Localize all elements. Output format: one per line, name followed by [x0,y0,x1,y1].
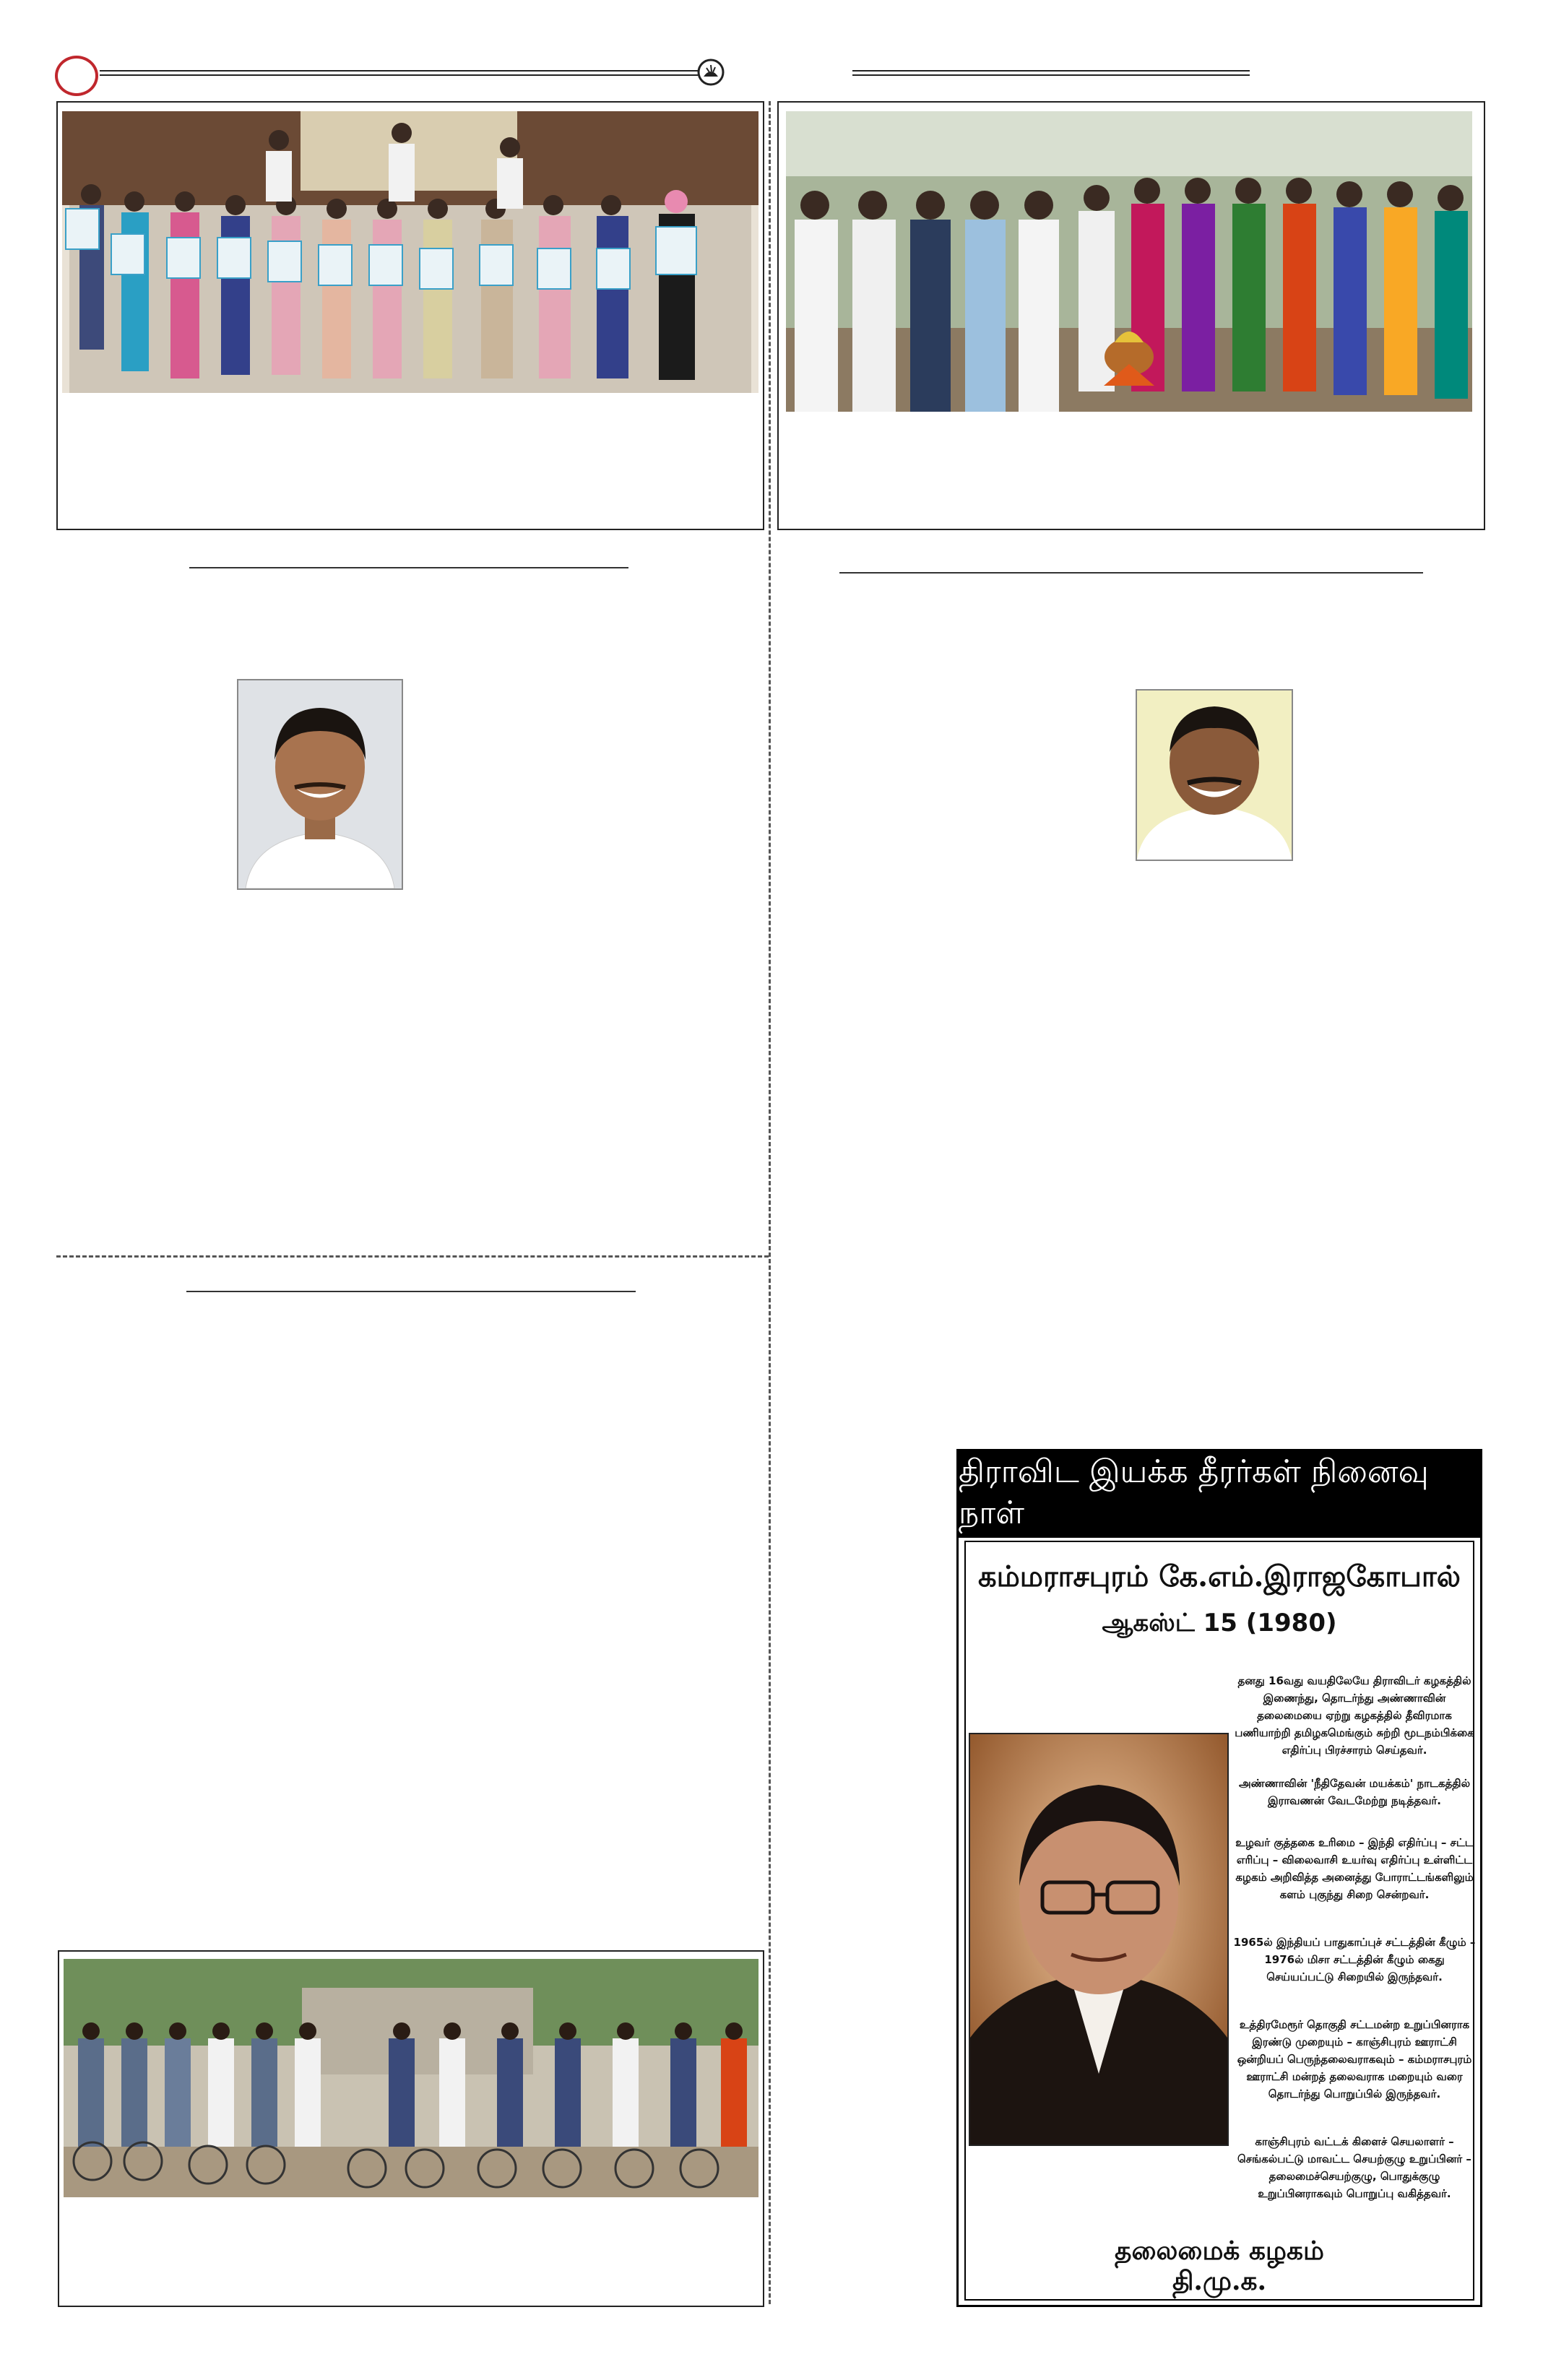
memorial-footer-line1: தலைமைக் கழகம் [1115,2236,1324,2266]
header-circle-ornament [55,56,98,96]
header-double-rule [100,70,699,76]
right-article-1-portrait [1136,689,1293,861]
memorial-bio-paragraph-1: தனது 16வது வயதிலேயே திராவிடர் கழகத்தில் இணைந்து, தொடர்ந்து அண்ணாவின் தலைமையை ஏற்று கழகத்தில் தீவிரமாக பணியாற்றி தமிழகமெங்கும் சுற்றி மூடநம்பிக்கை எதிர்ப்பு பிரச்சாரம் செய்தவர். [1235,1674,1474,1757]
students-certificates-photo [62,111,758,393]
memorial-bio-paragraph-4: 1965ல் இந்தியப் பாதுகாப்புச் சட்டத்தின் கீழும் – 1976ல் மிசா சட்டத்தின் கீழும் கைது செய்யப்பட்டு சிறையில் இருந்தவர். [1233,1936,1476,1983]
rising-sun-emblem-icon [696,58,725,87]
memorial-banner: திராவிட இயக்க தீரர்கள் நினைவு நாள் [959,1451,1480,1538]
memorial-bio-paragraph-5: உத்திரமேரூர் தொகுதி சட்டமன்ற உறுப்பினராக இரண்டு முறையும் – காஞ்சிபுரம் ஊராட்சி ஒன்றியப் பெருந்தலைவராகவும் – கம்மராசபுரம் ஊராட்சி மன்றத் தலைவராக மறையும் வரை தொடர்ந்து பொறுப்பில் இருந்தவர். [1237,2018,1472,2100]
memorial-date: ஆகஸ்ட் 15 (1980) [1102,1609,1337,1637]
memorial-bio-paragraph-3: உழவர் குத்தகை உரிமை – இந்தி எதிர்ப்பு – சட்ட எரிப்பு – விலைவாசி உயர்வு எதிர்ப்பு உள்ளிட்ட கழகம் அறிவித்த அனைத்து போராட்டங்களிலும் களம் புகுந்து சிறை சென்றவர். [1235,1836,1474,1901]
memorial-footer-line2: தி.மு.க. [1172,2266,1267,2296]
pongal-celebration-photo-box [777,101,1485,530]
bicycle-distribution-photo [64,1959,758,2197]
memorial-bio-paragraph-2: அண்ணாவின் 'நீதிதேவன் மயக்கம்' நாடகத்தில் இராவணன் வேடமேற்று நடித்தவர். [1238,1777,1471,1807]
left-article-1-portrait [237,679,403,890]
pongal-celebration-photo [786,111,1472,412]
section-divider-left [56,1255,769,1258]
memorial-person-name: கம்மராசபுரம் கே.எம்.இராஜகோபால் [977,1559,1461,1593]
left-article-2-rule [186,1291,636,1292]
column-divider [769,101,771,2304]
right-article-1-rule [839,572,1423,574]
left-article-1-rule [189,567,628,568]
header-rule-right [852,70,1250,76]
bicycle-distribution-photo-box [58,1950,764,2307]
memorial-bio-paragraph-6: காஞ்சிபுரம் வட்டக் கிளைச் செயலாளர் – செங்கல்பட்டு மாவட்ட செயற்குழு உறுப்பினர் – தலைமைச்செயற்குழு, பொதுக்குழு உறுப்பினராகவும் பொறுப்பு வகித்தவர். [1237,2135,1471,2200]
memorial-portrait [969,1733,1229,2146]
students-certificates-photo-box [56,101,764,530]
memorial-advertisement [956,1449,1482,2307]
